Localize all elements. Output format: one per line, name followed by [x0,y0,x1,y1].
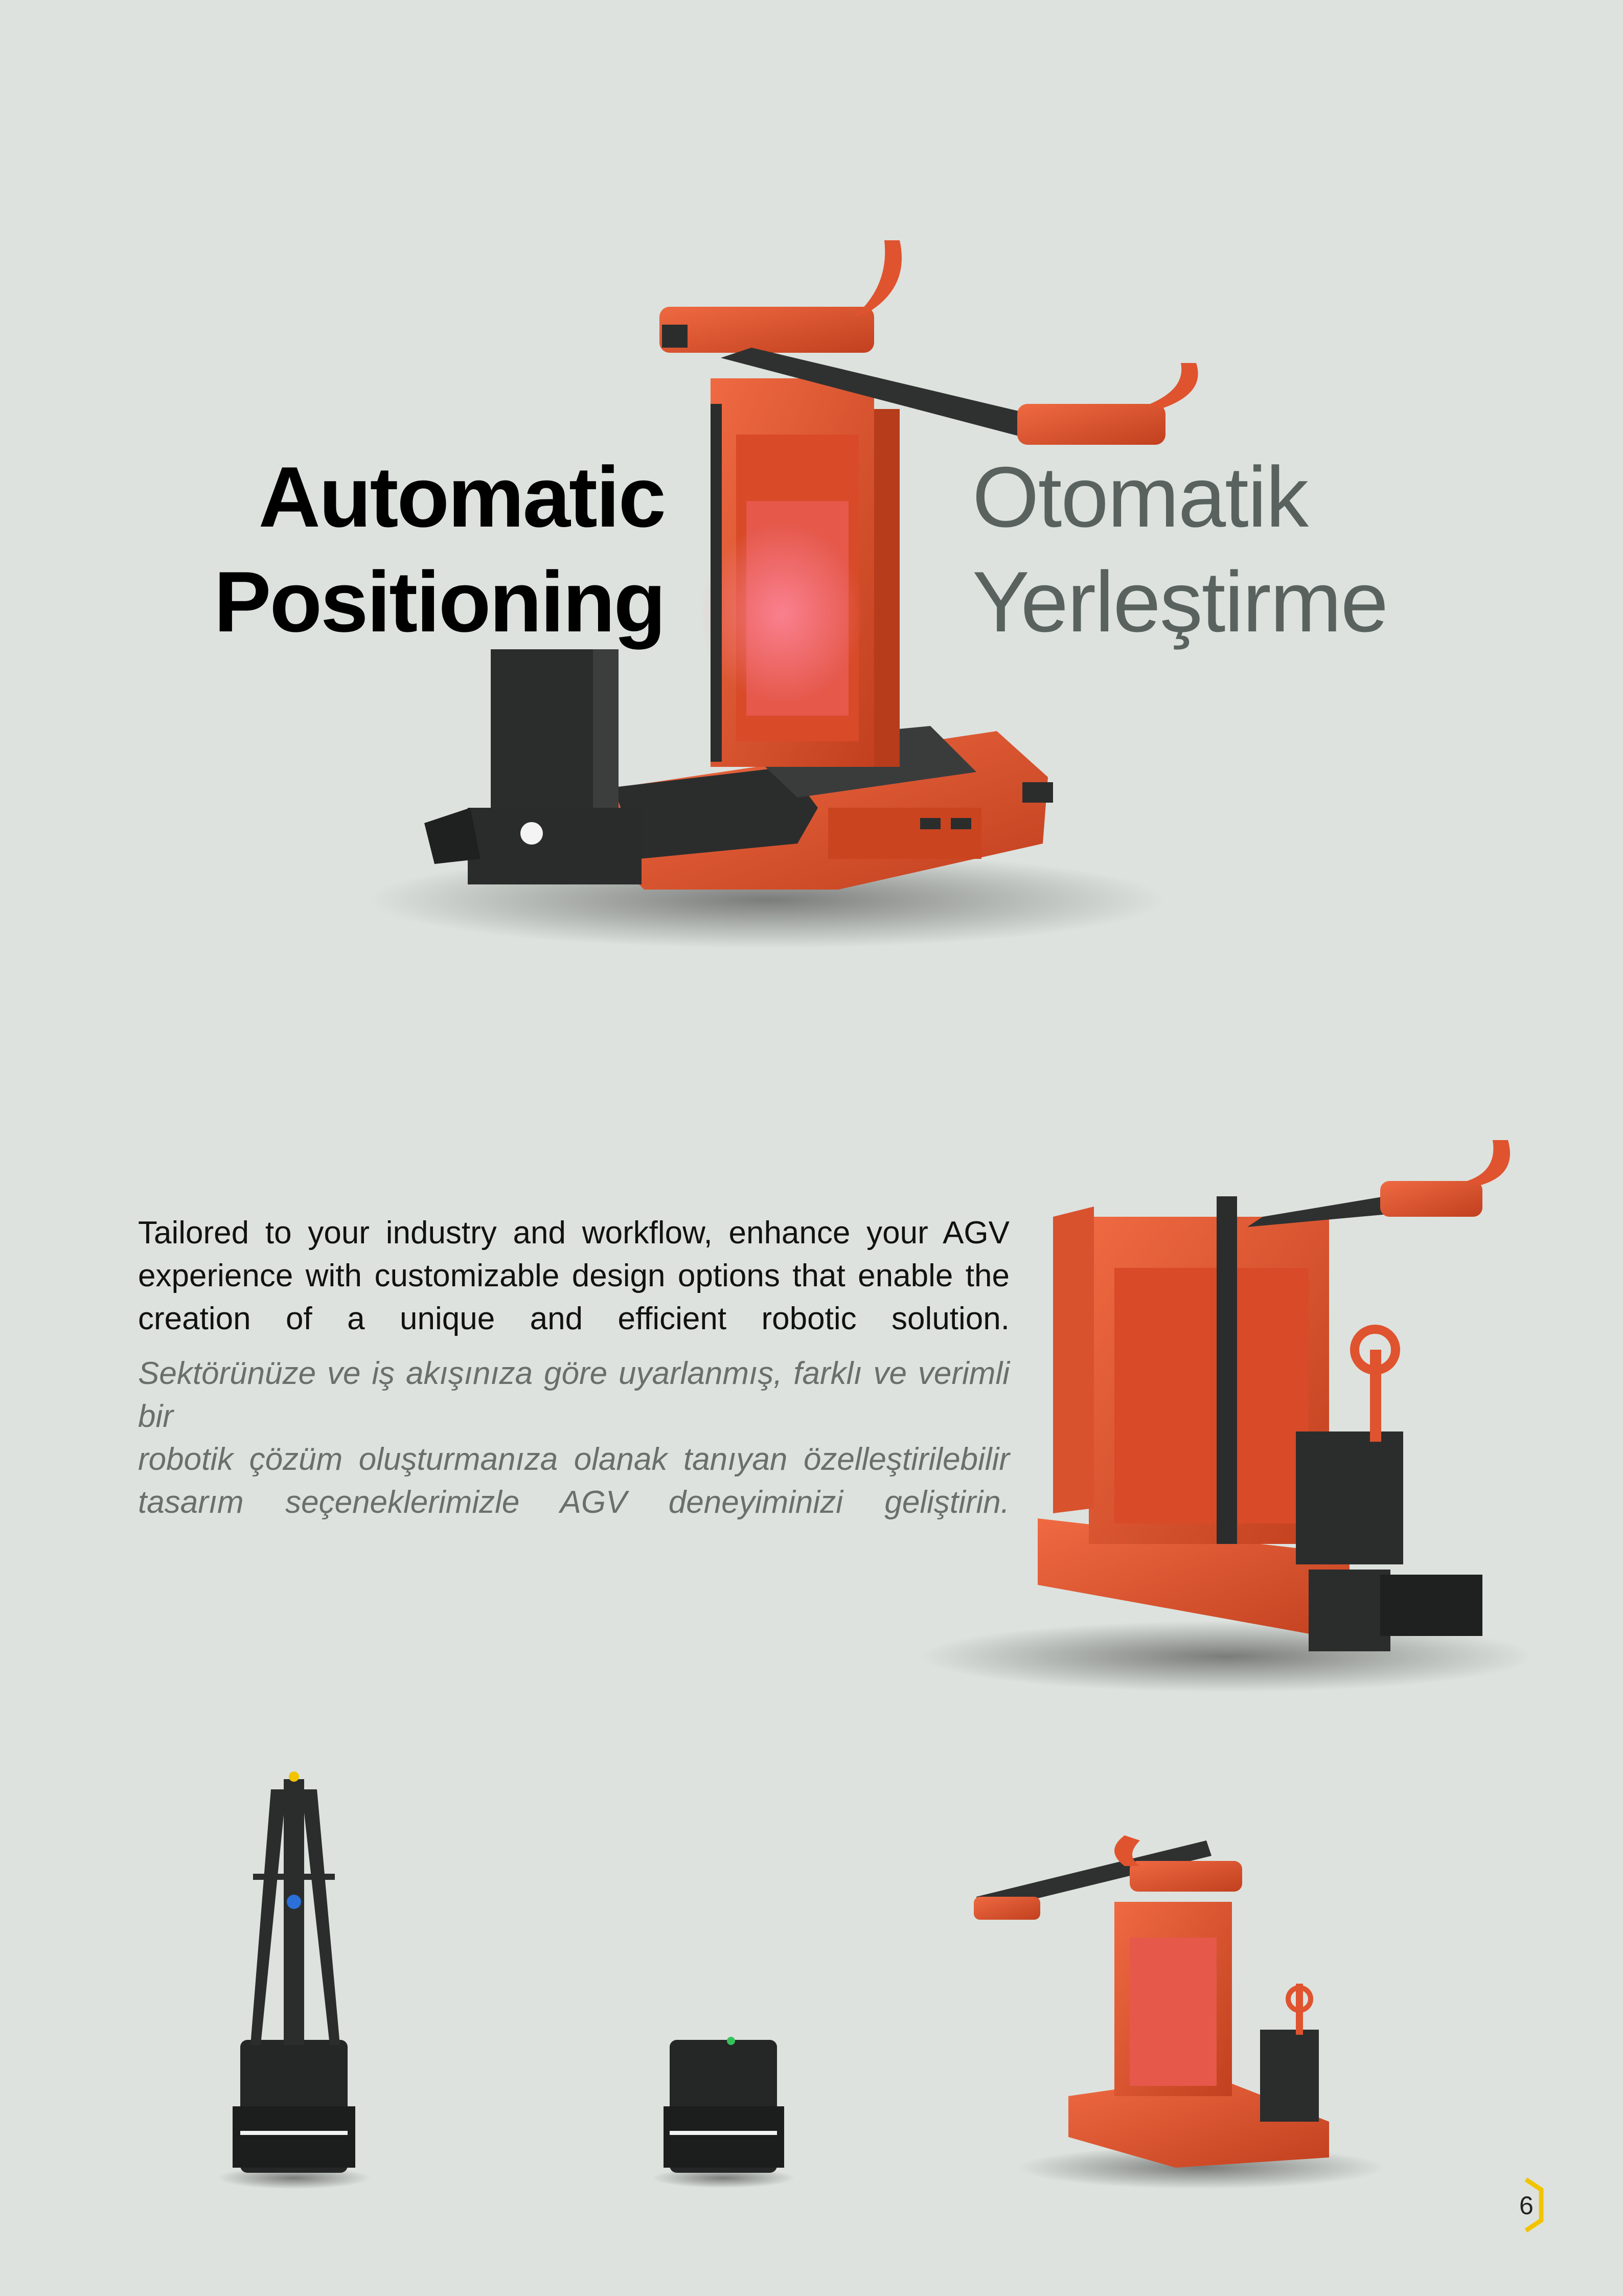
title-english-line1: Automatic [258,449,665,545]
description-english-line: creation of a unique and efficient robotic solution. [138,1301,1010,1336]
description-turkish-line: Sektörünüze ve iş akışınıza göre uyarlanmış, farklı ve verimli bir [138,1356,1010,1434]
description-english-line: Tailored to your industry and workflow, enhance your AGV [138,1215,1010,1251]
title-english-line2: Positioning [214,554,665,650]
title-turkish-line1: Otomatik [972,449,1308,545]
page-number: 6 [1519,2191,1534,2220]
title-turkish-line2: Yerleştirme [972,554,1388,650]
description-turkish-line: tasarım seçeneklerimizle AGV deneyiminizi geliştirin. [138,1485,1010,1520]
description-english-line: experience with customizable design options that enable the [138,1258,1010,1293]
description-turkish-line: robotik çözüm oluşturmanıza olanak tanıyan özelleştirilebilir [138,1442,1010,1477]
